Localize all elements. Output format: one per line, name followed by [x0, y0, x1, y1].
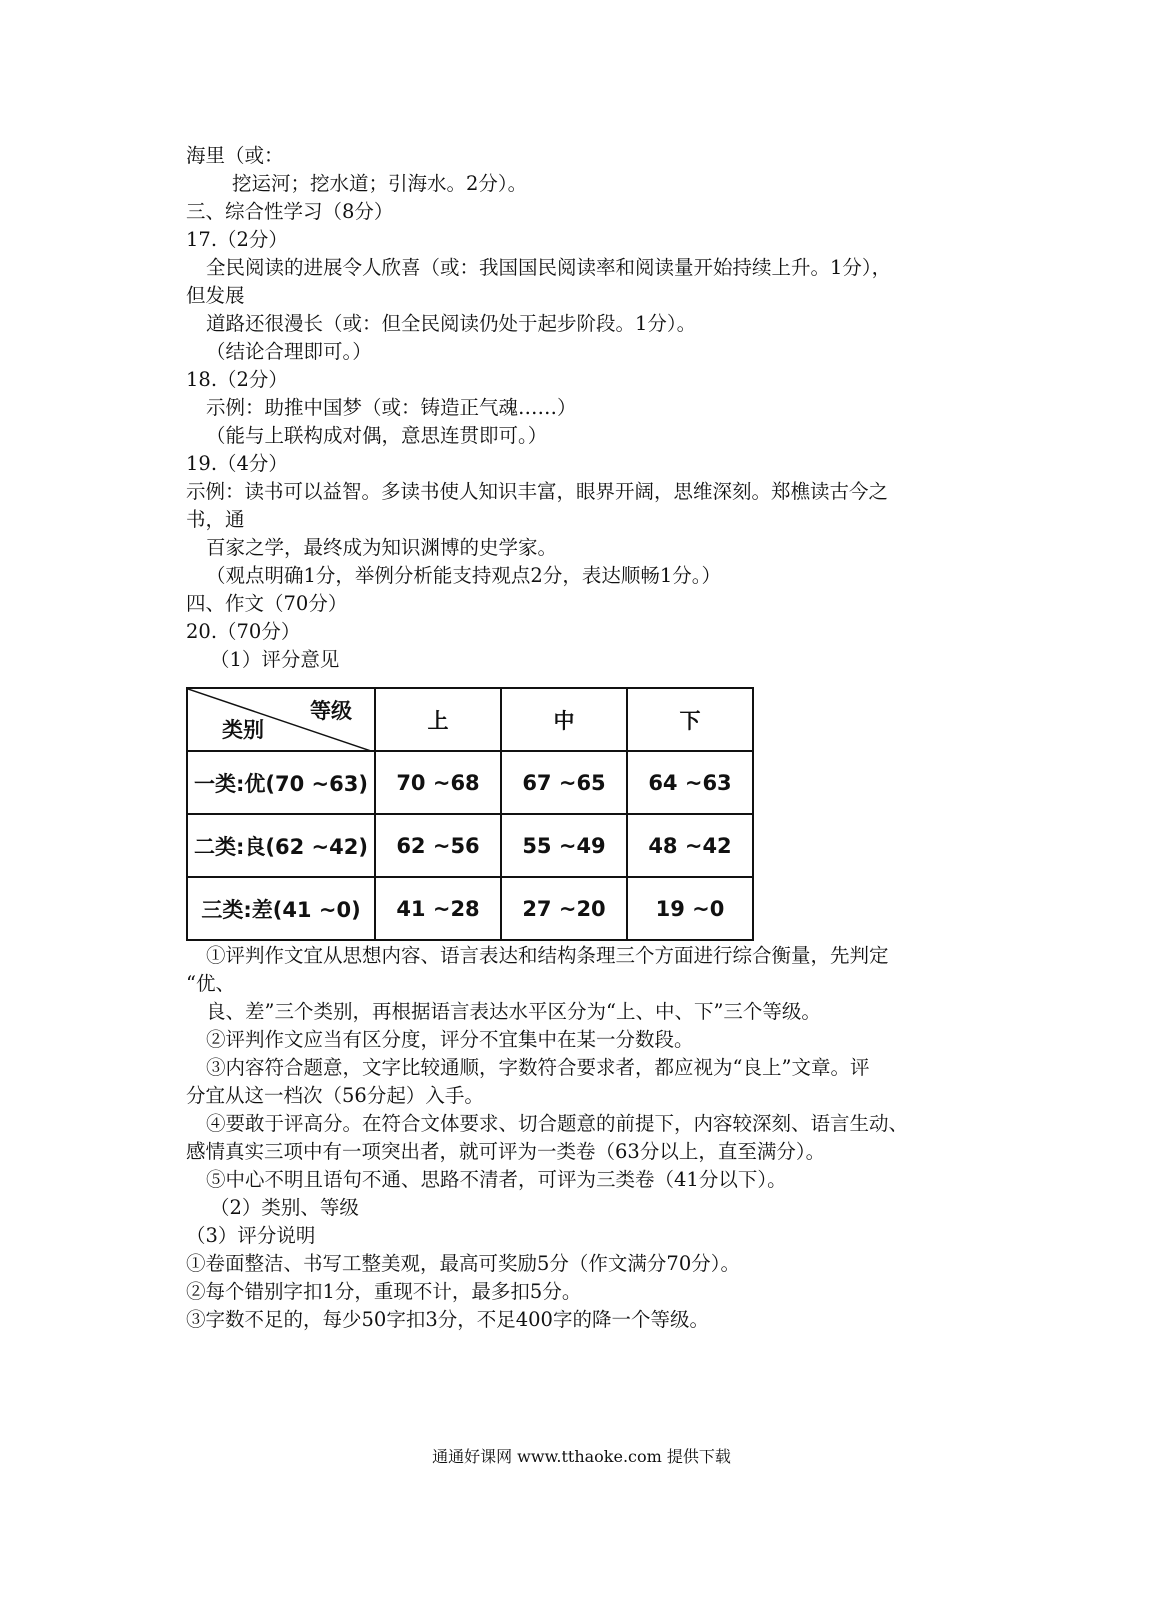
footer-download-note: 通通好课网 www.tthaoke.com 提供下载: [432, 1447, 731, 1466]
answer-text-top: [186, 142, 986, 674]
text-line: 良、差”三个类别，再根据语言表达水平区分为“上、中、下”三个等级。: [206, 1000, 821, 1023]
text-line: ②评判作文应当有区分度，评分不宜集中在某一分数段。: [206, 1028, 694, 1051]
text-line: 19.（4分）: [186, 452, 288, 475]
text-line: 海里（或：: [186, 144, 284, 167]
text-line: “优、: [186, 972, 235, 995]
text-line: 示例：读书可以益智。多读书使人知识丰富，眼界开阔，思维深刻。郑樵读古今之: [186, 480, 889, 503]
text-line: 三、综合性学习（8分）: [186, 200, 394, 223]
table-row: [187, 814, 753, 877]
table-cell: 41 ~28: [375, 877, 501, 940]
text-line: （观点明确1分，举例分析能支持观点2分，表达顺畅1分。）: [206, 564, 721, 587]
header-category-label: 类别: [222, 718, 264, 742]
table-header-row: [187, 688, 753, 751]
table-cell: 48 ~42: [627, 814, 753, 877]
text-line: （3）评分说明: [186, 1224, 316, 1247]
text-line: ②每个错别字扣1分，重现不计，最多扣5分。: [186, 1280, 582, 1303]
text-line: 但发展: [186, 284, 245, 307]
column-header-upper: 上: [375, 688, 501, 751]
text-line: 17.（2分）: [186, 228, 288, 251]
text-line: 四、作文（70分）: [186, 592, 348, 615]
table-cell: 67 ~65: [501, 751, 627, 814]
text-line: ③内容符合题意，文字比较通顺，字数符合要求者，都应视为“良上”文章。评: [206, 1056, 870, 1079]
text-line: ④要敢于评高分。在符合文体要求、切合题意的前提下，内容较深刻、语言生动、: [206, 1112, 909, 1135]
text-line: 分宜从这一档次（56分起）入手。: [186, 1084, 484, 1107]
table-cell: 64 ~63: [627, 751, 753, 814]
text-line: 20.（70分）: [186, 620, 301, 643]
text-line: 18.（2分）: [186, 368, 288, 391]
text-line: ③字数不足的，每少50字扣3分，不足400字的降一个等级。: [186, 1308, 709, 1331]
text-line: 道路还很漫长（或：但全民阅读仍处于起步阶段。1分）。: [206, 312, 697, 335]
column-header-lower: 下: [627, 688, 753, 751]
table-cell: 19 ~0: [627, 877, 753, 940]
text-line: ①卷面整洁、书写工整美观，最高可奖励5分（作文满分70分）。: [186, 1252, 740, 1275]
row-label-class-two: 二类:良(62 ~42): [187, 814, 375, 877]
text-line: 百家之学，最终成为知识渊博的史学家。: [206, 536, 558, 559]
text-line: （2）类别、等级: [210, 1196, 359, 1219]
diagonal-header-cell: [187, 688, 375, 751]
text-line: （能与上联构成对偶，意思连贯即可。）: [206, 424, 548, 447]
table-cell: 55 ~49: [501, 814, 627, 877]
table-cell: 27 ~20: [501, 877, 627, 940]
answer-text-bottom: [186, 942, 986, 1334]
table-cell: 70 ~68: [375, 751, 501, 814]
text-line: ⑤中心不明且语句不通、思路不清者，可评为三类卷（41分以下）。: [206, 1168, 787, 1191]
header-grade-label: 等级: [310, 699, 352, 723]
text-line: 挖运河；挖水道；引海水。2分）。: [232, 172, 528, 195]
table-cell: 62 ~56: [375, 814, 501, 877]
column-header-middle: 中: [501, 688, 627, 751]
text-line: 感情真实三项中有一项突出者，就可评为一类卷（63分以上，直至满分）。: [186, 1140, 826, 1163]
text-line: （结论合理即可。）: [206, 340, 372, 363]
table-row: [187, 751, 753, 814]
row-label-class-three: 三类:差(41 ~0): [187, 877, 375, 940]
row-label-class-one: 一类:优(70 ~63): [187, 751, 375, 814]
table-row: [187, 877, 753, 940]
text-line: ①评判作文宜从思想内容、语言表达和结构条理三个方面进行综合衡量，先判定: [206, 944, 889, 967]
text-line: 全民阅读的进展令人欣喜（或：我国国民阅读率和阅读量开始持续上升。1分），: [206, 256, 892, 279]
text-line: 书，通: [186, 508, 245, 531]
grading-table: [186, 687, 754, 941]
text-line: 示例：助推中国梦（或：铸造正气魂……）: [206, 396, 577, 419]
text-line: （1）评分意见: [210, 648, 340, 671]
